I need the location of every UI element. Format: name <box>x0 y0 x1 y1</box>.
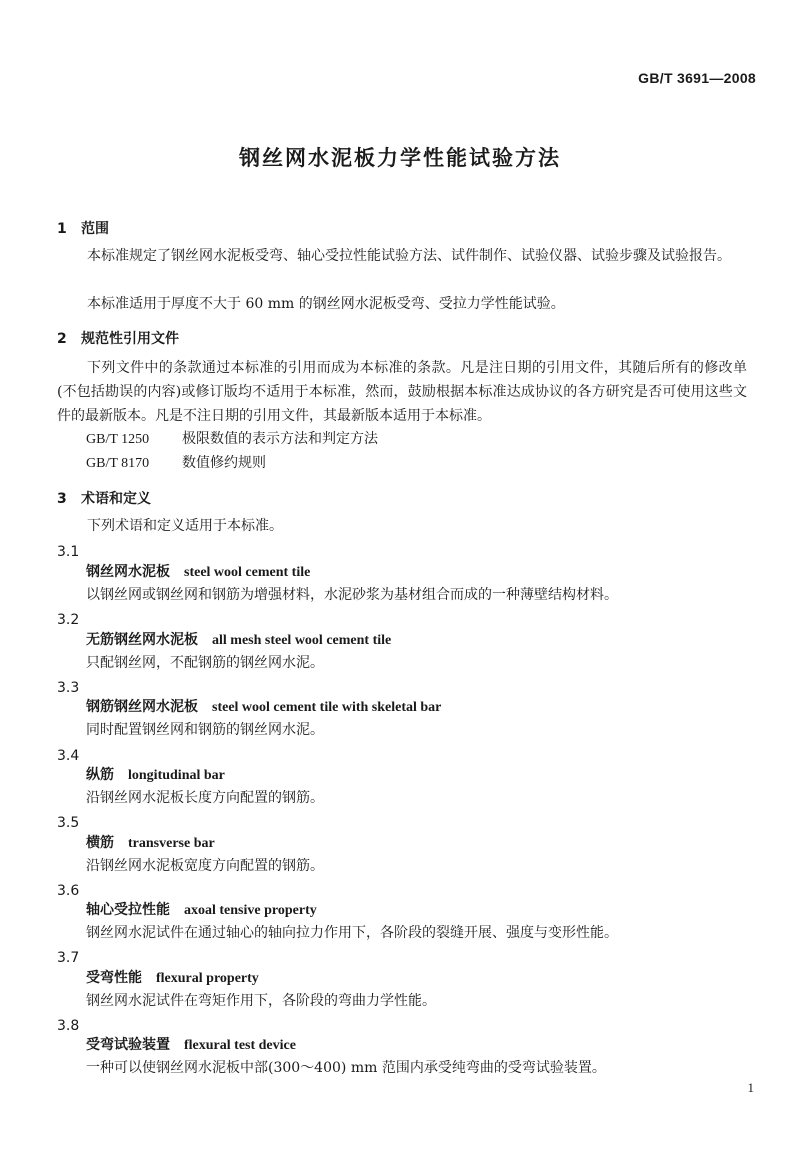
section-title: 范围 <box>81 221 109 237</box>
reference-item <box>86 428 378 451</box>
term-definition: 以钢丝网或钢丝网和钢筋为增强材料，水泥砂浆为基材组合而成的一种薄壁结构材料。 <box>86 587 618 603</box>
term-number: 3.7 <box>57 950 80 966</box>
section-title: 规范性引用文件 <box>81 331 179 347</box>
section-2-para-1: 下列文件中的条款通过本标准的引用而成为本标准的条款。凡是注日期的引用文件，其随后所有的修改单(不包括勘误的内容)或修订版均不适用于本标准，然而，鼓励根据本标准达成协议的各方研究是否可使用这些文件的最新版本。凡是不注日期的引用文件，其最新版本适用于本标准。 <box>57 360 747 424</box>
section-2-heading <box>57 328 179 348</box>
term-zh: 钢筋钢丝网水泥板 <box>86 699 198 715</box>
section-title: 术语和定义 <box>81 491 151 507</box>
term-en: steel wool cement tile with skeletal bar <box>212 700 442 715</box>
term-en: flexural test device <box>184 1038 296 1053</box>
section-1-para-1: 本标准规定了钢丝网水泥板受弯、轴心受拉性能试验方法、试件制作、试验仪器、试验步骤及试验报告。 <box>87 248 731 264</box>
term-number: 3.6 <box>57 883 80 899</box>
section-number: 1 <box>57 221 67 237</box>
term-zh: 钢丝网水泥板 <box>86 564 170 580</box>
term-definition: 同时配置钢丝网和钢筋的钢丝网水泥。 <box>86 722 324 738</box>
term-number: 3.5 <box>57 815 80 831</box>
term-zh: 受弯试验装置 <box>86 1037 170 1053</box>
reference-code: GB/T 1250 <box>86 432 150 447</box>
term-number: 3.2 <box>57 612 80 628</box>
term-definition: 沿钢丝网水泥板宽度方向配置的钢筋。 <box>86 858 324 874</box>
term-heading <box>86 832 215 855</box>
term-heading <box>86 561 310 584</box>
standard-code: GB/T 3691—2008 <box>638 70 756 86</box>
term-number: 3.4 <box>57 748 80 764</box>
term-en: longitudinal bar <box>128 768 225 783</box>
term-heading <box>86 764 225 787</box>
term-definition: 钢丝网水泥试件在弯矩作用下，各阶段的弯曲力学性能。 <box>86 993 436 1009</box>
section-3-heading <box>57 488 151 508</box>
reference-item <box>86 452 266 475</box>
reference-title: 数值修约规则 <box>182 455 266 471</box>
term-zh: 无筋钢丝网水泥板 <box>86 632 198 648</box>
term-en: transverse bar <box>128 836 215 851</box>
reference-title: 极限数值的表示方法和判定方法 <box>182 431 378 447</box>
term-heading <box>86 1034 296 1057</box>
term-en: axoal tensive property <box>184 903 317 918</box>
term-en: all mesh steel wool cement tile <box>212 633 392 648</box>
term-en: flexural property <box>156 971 259 986</box>
section-number: 3 <box>57 491 67 507</box>
term-heading <box>86 967 259 990</box>
section-3-para-1: 下列术语和定义适用于本标准。 <box>87 518 283 534</box>
section-1-heading <box>57 218 109 238</box>
document-title: 钢丝网水泥板力学性能试验方法 <box>239 146 561 170</box>
term-number: 3.3 <box>57 680 80 696</box>
reference-code: GB/T 8170 <box>86 456 150 471</box>
term-number: 3.8 <box>57 1018 80 1034</box>
term-zh: 轴心受拉性能 <box>86 902 170 918</box>
term-en: steel wool cement tile <box>184 565 311 580</box>
term-heading <box>86 629 391 652</box>
term-zh: 纵筋 <box>86 767 114 783</box>
term-definition: 只配钢丝网，不配钢筋的钢丝网水泥。 <box>86 655 324 671</box>
term-number: 3.1 <box>57 544 80 560</box>
section-1-para-2: 本标准适用于厚度不大于 60 mm 的钢丝网水泥板受弯、受拉力学性能试验。 <box>87 296 565 312</box>
term-definition: 沿钢丝网水泥板长度方向配置的钢筋。 <box>86 790 324 806</box>
term-zh: 横筋 <box>86 835 114 851</box>
section-number: 2 <box>57 331 67 347</box>
term-zh: 受弯性能 <box>86 970 142 986</box>
term-definition: 一种可以使钢丝网水泥板中部(300～400) mm 范围内承受纯弯曲的受弯试验装置。 <box>86 1060 606 1076</box>
term-heading <box>86 899 317 922</box>
page-number: 1 <box>747 1080 754 1095</box>
term-definition: 钢丝网水泥试件在通过轴心的轴向拉力作用下，各阶段的裂缝开展、强度与变形性能。 <box>86 925 618 941</box>
term-heading <box>86 696 441 719</box>
